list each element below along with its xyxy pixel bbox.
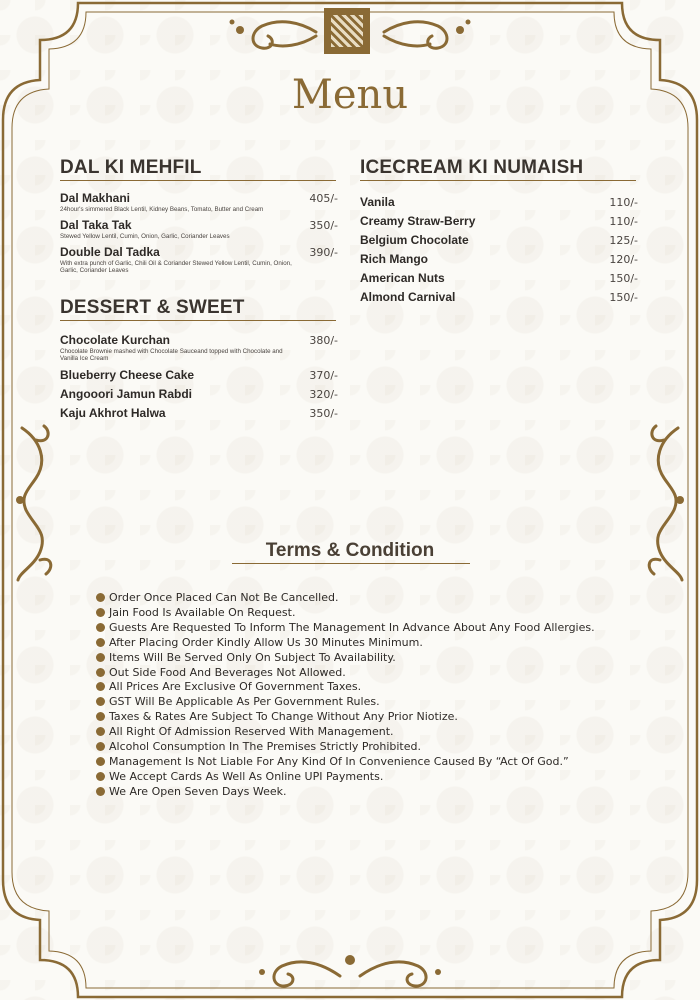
item-name: American Nuts: [360, 271, 445, 285]
menu-item: [60, 333, 298, 362]
item-name: Kaju Akhrot Halwa: [60, 406, 166, 420]
bullet-icon: [96, 697, 105, 706]
terms-list: [96, 591, 595, 800]
item-price: 350/-: [309, 407, 338, 420]
bullet-icon: [96, 682, 105, 691]
item-name: Creamy Straw-Berry: [360, 214, 476, 228]
terms-item: Out Side Food And Beverages Not Allowed.: [96, 666, 595, 681]
menu-item: [60, 191, 298, 213]
item-name: Dal Taka Tak: [60, 218, 132, 232]
top-left-scroll-icon: [230, 20, 317, 49]
bullet-icon: [96, 727, 105, 736]
terms-item: Items Will Be Served Only On Subject To Availability.: [96, 651, 595, 666]
item-name: Almond Carnival: [360, 290, 456, 304]
bullet-icon: [96, 638, 105, 647]
bullet-icon: [96, 712, 105, 721]
terms-divider: [232, 563, 470, 564]
terms-item: All Prices Are Exclusive Of Government Taxes.: [96, 680, 595, 695]
menu-item: [360, 233, 469, 247]
item-name: Vanila: [360, 195, 395, 209]
item-price: 150/-: [609, 291, 638, 304]
terms-item: Taxes & Rates Are Subject To Change Without Any Prior Niotize.: [96, 710, 595, 725]
item-price: 120/-: [609, 253, 638, 266]
menu-item: [60, 218, 298, 240]
item-name: Angooori Jamun Rabdi: [60, 387, 192, 401]
item-price: 150/-: [609, 272, 638, 285]
terms-item: Guests Are Requested To Inform The Management In Advance About Any Food Allergies.: [96, 621, 595, 636]
menu-item: [360, 252, 428, 266]
menu-item: [360, 195, 395, 209]
bullet-icon: [96, 593, 105, 602]
menu-item: [60, 368, 194, 382]
item-description: With extra punch of Garlic, Chili Oil & Coriander Stewed Yellow Lentil, Cumin, Onion, Garlic, Coriander Leaves: [60, 260, 292, 274]
terms-item: We Are Open Seven Days Week.: [96, 785, 595, 800]
item-price: 405/-: [309, 192, 338, 205]
top-right-scroll-icon: [384, 20, 471, 49]
brand-logo-icon: [324, 8, 370, 54]
section-divider: [60, 320, 336, 321]
bottom-scroll-icon: [259, 955, 441, 986]
item-price: 390/-: [309, 246, 338, 259]
item-name: Rich Mango: [360, 252, 428, 266]
bullet-icon: [96, 668, 105, 677]
terms-item: GST Will Be Applicable As Per Government Rules.: [96, 695, 595, 710]
bullet-icon: [96, 608, 105, 617]
item-name: Belgium Chocolate: [360, 233, 469, 247]
bullet-icon: [96, 653, 105, 662]
terms-heading: Terms & Condition: [265, 540, 435, 561]
item-name: Double Dal Tadka: [60, 245, 160, 259]
terms-item: All Right Of Admission Reserved With Management.: [96, 725, 595, 740]
item-price: 110/-: [609, 215, 638, 228]
menu-item: [360, 271, 445, 285]
terms-item: Alcohol Consumption In The Premises Strictly Prohibited.: [96, 740, 595, 755]
bullet-icon: [96, 772, 105, 781]
menu-item: [360, 214, 475, 228]
section-heading-icecream: ICECREAM KI NUMAISH: [360, 157, 584, 178]
terms-item: Jain Food Is Available On Request.: [96, 606, 595, 621]
bullet-icon: [96, 787, 105, 796]
item-price: 320/-: [309, 388, 338, 401]
page-title: Menu: [291, 72, 409, 118]
bullet-icon: [96, 757, 105, 766]
section-divider: [360, 180, 636, 181]
terms-item: We Accept Cards As Well As Online UPI Payments.: [96, 770, 595, 785]
item-price: 380/-: [309, 334, 338, 347]
terms-item: Order Once Placed Can Not Be Cancelled.: [96, 591, 595, 606]
terms-item: Management Is Not Liable For Any Kind Of In Convenience Caused By “Act Of God.”: [96, 755, 595, 770]
item-description: Stewed Yellow Lentil, Cumin, Onion, Garlic, Coriander Leaves: [60, 233, 230, 240]
bullet-icon: [96, 623, 105, 632]
item-name: Dal Makhani: [60, 191, 131, 205]
terms-item: After Placing Order Kindly Allow Us 30 Minutes Minimum.: [96, 636, 595, 651]
item-price: 110/-: [609, 196, 638, 209]
item-description: Chocolate Brownie mashed with Chocolate Sauceand topped with Chocolate and Vanilla Ice Cream: [60, 348, 283, 362]
item-name: Chocolate Kurchan: [60, 333, 171, 347]
item-price: 125/-: [609, 234, 638, 247]
item-name: Blueberry Cheese Cake: [60, 368, 195, 382]
section-divider: [60, 180, 336, 181]
item-price: 350/-: [309, 219, 338, 232]
item-price: 370/-: [309, 369, 338, 382]
menu-item: [360, 290, 455, 304]
item-description: 24hour's simmered Black Lentil, Kidney Beans, Tomato, Butter and Cream: [60, 206, 264, 213]
bullet-icon: [96, 742, 105, 751]
section-heading-dal: DAL KI MEHFIL: [60, 157, 202, 178]
menu-item: [60, 406, 166, 420]
menu-item: [60, 245, 298, 274]
menu-item: [60, 387, 192, 401]
section-heading-dessert: DESSERT & SWEET: [60, 297, 245, 318]
